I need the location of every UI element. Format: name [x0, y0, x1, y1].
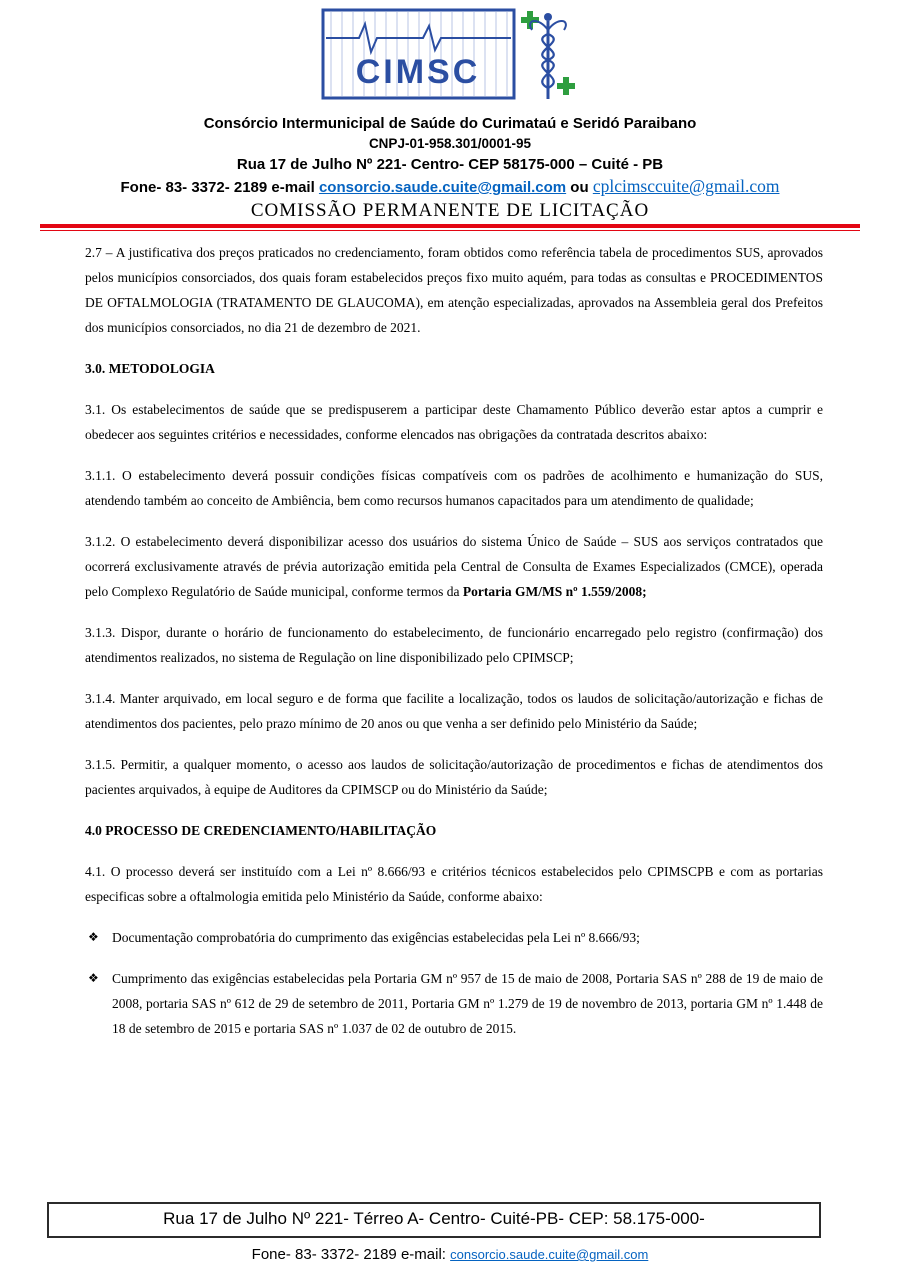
- paragraph-3-1-4: 3.1.4. Manter arquivado, em local seguro e de forma que facilite a localização, todos os laudos de solicitação/autorização e fichas de atendimentos dos pacientes, pelo prazo mínimo de 20 anos ou que venha a ser definido pelo Ministério da Saúde;: [85, 691, 823, 731]
- paragraph-3-1-2-text: 3.1.2. O estabelecimento deverá disponibilizar acesso dos usuários do sistema Único de Saúde – SUS aos serviços contratados que ocorrerá exclusivamente através de prévia autorização emitida pela Central de Consulta de Exames Especializados (CMCE), operada pelo Complexo Regulatório de Saúde municipal, conforme termos da: [85, 534, 823, 599]
- document-header: [0, 0, 900, 231]
- bullet-item-2-text: Cumprimento das exigências estabelecidas pela Portaria GM nº 957 de 15 de maio de 2008, Portaria SAS nº 288 de 19 de maio de 2008, portaria SAS nº 612 de 29 de setembro de 2011, Portaria GM nº 1.279 de 19 de novembro de 2013, portaria GM nº 1.448 de 18 de setembro de 2015 e portaria SAS nº 1.037 de 02 de outubro de 2015.: [112, 971, 823, 1036]
- heading-4-0: 4.0 PROCESSO DE CREDENCIAMENTO/HABILITAÇÃO: [85, 823, 437, 838]
- paragraph-3-1-2: [85, 529, 823, 604]
- footer-address-box: [47, 1202, 821, 1238]
- bullet-item-1: [85, 925, 823, 950]
- document-footer: [0, 1202, 900, 1265]
- footer-address: Rua 17 de Julho Nº 221- Térreo A- Centro- Cuité-PB- CEP: 58.175-000-: [163, 1209, 705, 1228]
- red-separator: [40, 224, 860, 231]
- paragraph-3-1-2-bold: Portaria GM/MS nº 1.559/2008;: [462, 584, 647, 599]
- cimsc-logo-graphic: [321, 8, 579, 102]
- org-cnpj: CNPJ-01-958.301/0001-95: [368, 136, 532, 151]
- bullet-diamond-icon: ❖: [88, 930, 99, 944]
- paragraph-4-1: 4.1. O processo deverá ser instituído com a Lei nº 8.666/93 e critérios técnicos estabelecidos pelo CPIMSCPB e com as portarias especificas sobre a oftalmologia emitida pelo Ministério da Saúde, conforme abaixo:: [85, 864, 823, 904]
- org-address: Rua 17 de Julho Nº 221- Centro- CEP 58175-000 – Cuité - PB: [236, 156, 664, 173]
- paragraph-3-1: 3.1. Os estabelecimentos de saúde que se predispuserem a participar deste Chamamento Público deverão estar aptos a cumprir e obedecer aos seguintes critérios e necessidades, conforme elencados nas obrigações da contratada descritos abaixo:: [85, 402, 823, 442]
- bullet-item-2: [85, 966, 823, 1041]
- header-email-link-2[interactable]: cplcimsccuite@gmail.com: [592, 176, 780, 196]
- logo-text: CIMSC: [355, 53, 481, 91]
- header-email-link-1[interactable]: consorcio.saude.cuite@gmail.com: [318, 179, 567, 196]
- org-contact-line: [0, 175, 900, 199]
- footer-email-link[interactable]: consorcio.saude.cuite@gmail.com: [450, 1247, 649, 1262]
- document-body: [0, 231, 900, 1041]
- contact-separator: ou: [566, 179, 593, 196]
- footer-phone-prefix: Fone- 83- 3372- 2189 e-mail:: [251, 1246, 451, 1263]
- contact-prefix: Fone- 83- 3372- 2189 e-mail: [120, 179, 319, 196]
- paragraph-3-1-1: 3.1.1. O estabelecimento deverá possuir condições físicas compatíveis com os padrões de acolhimento e humanização do SUS, atendendo também ao conceito de Ambiência, bem como recursos humanos capacitados para um atendimento de qualidade;: [85, 468, 823, 508]
- bullet-item-1-text: Documentação comprobatória do cumprimento das exigências estabelecidas pela Lei nº 8.666/93;: [112, 930, 640, 945]
- org-name: Consórcio Intermunicipal de Saúde do Curimataú e Seridó Paraibano: [203, 115, 697, 132]
- heading-3-0: 3.0. METODOLOGIA: [85, 361, 215, 376]
- red-separator-thick-line: [40, 224, 860, 228]
- footer-contact-line: [0, 1245, 900, 1265]
- paragraph-3-1-3: 3.1.3. Dispor, durante o horário de funcionamento do estabelecimento, de funcionário encarregado pelo registro (confirmação) dos atendimentos realizados, no sistema de Regulação on line disponibilizado pelo CPIMSCP;: [85, 625, 823, 665]
- paragraph-2-7: 2.7 – A justificativa dos preços praticados no credenciamento, foram obtidos como referência tabela de procedimentos SUS, aprovados pelos municípios consorciados, dos quais foram estabelecidos preços fixo muito aquém, para todas as consultas e PROCEDIMENTOS DE OFTALMOLOGIA (TRATAMENTO DE GLAUCOMA), em atenção especializadas, aprovados na Assembleia geral dos Prefeitos dos municípios consorciados, no dia 21 de dezembro de 2021.: [85, 245, 823, 335]
- cimsc-logo: [321, 8, 579, 102]
- bullet-diamond-icon: ❖: [88, 971, 99, 985]
- paragraph-3-1-5: 3.1.5. Permitir, a qualquer momento, o acesso aos laudos de solicitação/autorização de procedimentos e fichas de atendimentos dos pacientes arquivados, à equipe de Auditores da CPIMSCP ou do Ministério da Saúde;: [85, 757, 823, 797]
- commission-title: COMISSÃO PERMANENTE DE LICITAÇÃO: [250, 200, 650, 221]
